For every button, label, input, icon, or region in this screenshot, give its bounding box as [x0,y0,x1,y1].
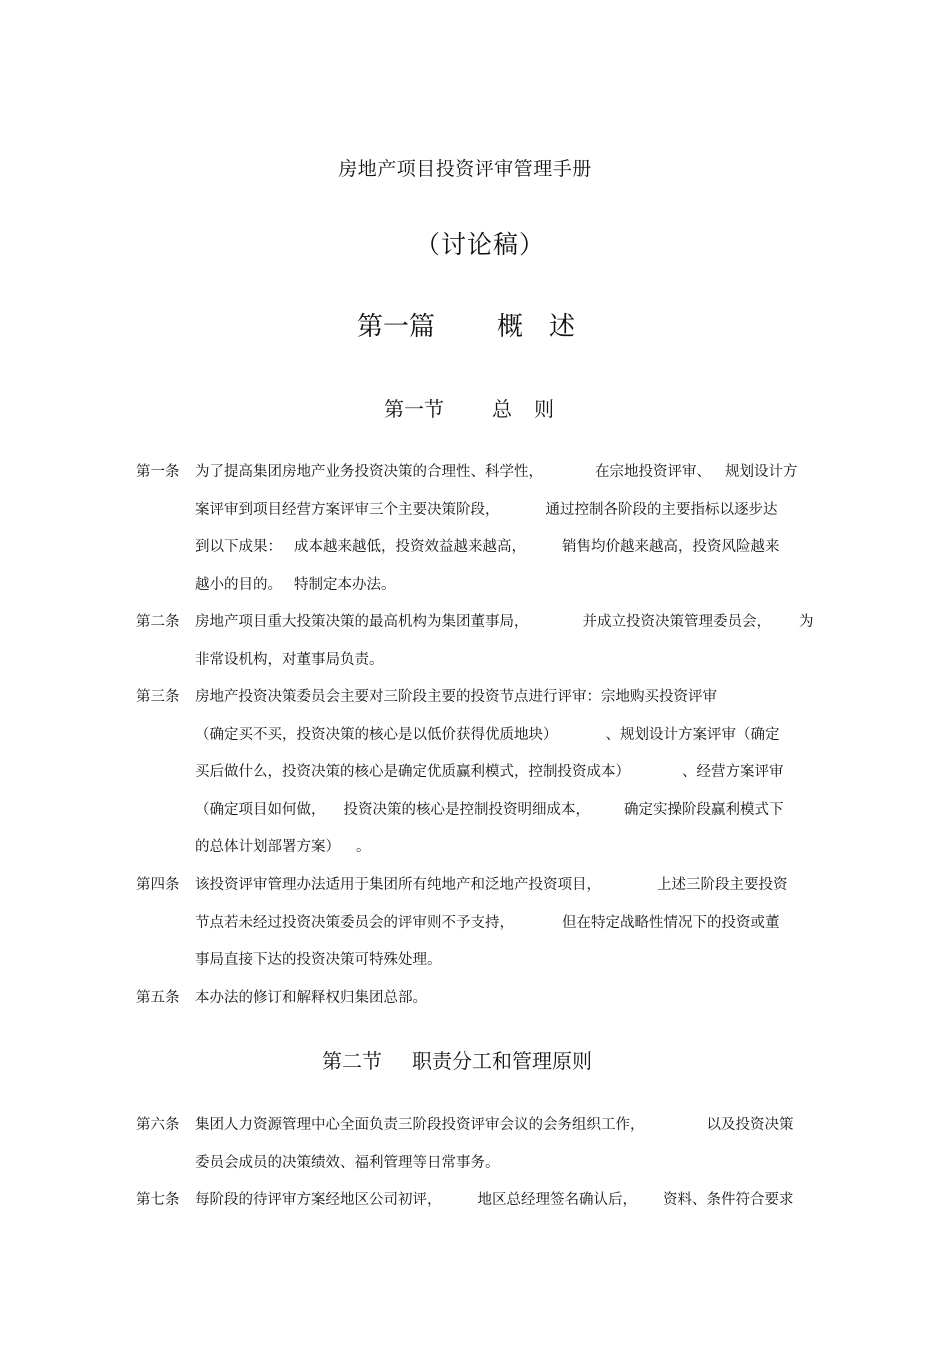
text-segment: 本办法的修订和解释权归集团总部。 [195,990,427,1006]
article-line [195,760,815,798]
article-body [195,1113,815,1188]
article-line [195,610,815,648]
article-body [195,986,815,1024]
text-segment: 以及投资决策 [706,1117,794,1133]
article-body [195,1188,815,1226]
article-line [195,835,815,873]
article-line [195,498,815,536]
text-segment: 该投资评审管理办法适用于集团所有纯地产和泛地产投资项目， [195,877,601,893]
text-segment: 委员会成员的决策绩效、福利管理等日常事务。 [195,1154,500,1171]
article-number: 第五条 [136,990,180,1006]
text-segment: 房地产投资决策委员会主要对三阶段主要的投资节点进行评审：宗地购买投资评审 [195,689,717,705]
article-body [195,685,815,873]
text-segment: 规划设计方 [725,464,798,480]
text-segment: 到以下成果： [195,539,282,555]
part-heading [357,306,575,343]
section-label: 第二节 [322,1049,382,1073]
document-subtitle: （讨论稿） [414,230,545,259]
text-segment: 资料、条件符合要求 [663,1192,794,1208]
section-label: 第一节 [384,397,444,421]
text-segment: 越小的目的。 [195,576,282,593]
text-segment: 、规划设计方案评审（确定 [605,726,780,743]
article-line [195,648,815,686]
section-heading-1 [384,393,554,422]
part-title-first-char: 概 [497,312,524,342]
text-segment: （确定项目如何做， [195,801,326,818]
text-segment: 每阶段的待评审方案经地区公司初评， [195,1192,442,1208]
article-body [195,873,815,986]
text-segment: 为 [799,614,814,630]
document-title: 房地产项目投资评审管理手册 [338,158,592,180]
text-segment: 确定实操阶段赢利模式下 [624,801,784,818]
text-segment: 非常设机构，对董事局负责。 [195,651,384,668]
article-line [195,460,815,498]
article-line [195,986,815,1024]
text-segment: 地区总经理签名确认后， [477,1192,637,1208]
article-number: 第三条 [136,689,180,705]
text-segment: 特制定本办法。 [294,576,396,593]
text-segment: 节点若未经过投资决策委员会的评审则不予支持， [195,914,514,931]
text-segment: 事局直接下达的投资决策可特殊处理。 [195,952,442,968]
text-segment: 。 [356,839,371,855]
article-line [195,573,815,611]
text-segment: 销售均价越来越高，投资风险越来 [562,539,780,555]
text-segment: 买后做什么，投资决策的核心是确定优质赢利模式，控制投资成本） [195,764,630,780]
text-segment: 在宗地投资评审、 [595,464,711,480]
text-segment: 案评审到项目经营方案评审三个主要决策阶段， [195,501,500,518]
article-number: 第七条 [136,1192,180,1208]
article-number: 第二条 [136,614,180,630]
article-line [195,798,815,836]
text-segment: 通过控制各阶段的主要指标以逐步达 [545,501,778,518]
article-line [195,1151,815,1189]
article-line [195,911,815,949]
article-line [195,723,815,761]
article-line [195,535,815,573]
article-line [195,1113,815,1151]
part-label: 第一篇 [357,312,436,342]
part-title-second-char: 述 [549,312,576,342]
text-segment: （确定买不买，投资决策的核心是以低价获得优质地块） [195,726,558,743]
article-line [195,685,815,723]
text-segment: 成本越来越低，投资效益越来越高， [294,539,526,555]
text-segment: 并成立投资决策管理委员会， [582,614,771,630]
text-segment: 为了提高集团房地产业务投资决策的合理性、科学性， [195,464,543,480]
section-title-second-char: 则 [534,397,554,421]
article-number: 第四条 [136,877,180,893]
text-segment: 的总体计划部署方案） [195,839,340,855]
text-segment: 上述三阶段主要投资 [657,877,788,893]
article-line [195,948,815,986]
text-segment: 投资决策的核心是控制投资明细成本， [343,801,590,818]
article-body [195,460,815,610]
section-title-first-char: 总 [492,397,512,421]
text-segment: 但在特定战略性情况下的投资或董 [562,914,780,931]
article-number: 第一条 [136,464,180,480]
article-line [195,873,815,911]
section-heading-2 [322,1045,592,1074]
text-segment: 、经营方案评审 [682,764,784,780]
text-segment: 集团人力资源管理中心全面负责三阶段投资评审会议的会务组织工作， [195,1117,645,1133]
article-line [195,1188,815,1226]
article-body [195,610,815,685]
text-segment: 房地产项目重大投策决策的最高机构为集团董事局， [195,614,529,630]
article-number: 第六条 [136,1117,180,1133]
section-title: 职责分工和管理原则 [412,1049,592,1073]
